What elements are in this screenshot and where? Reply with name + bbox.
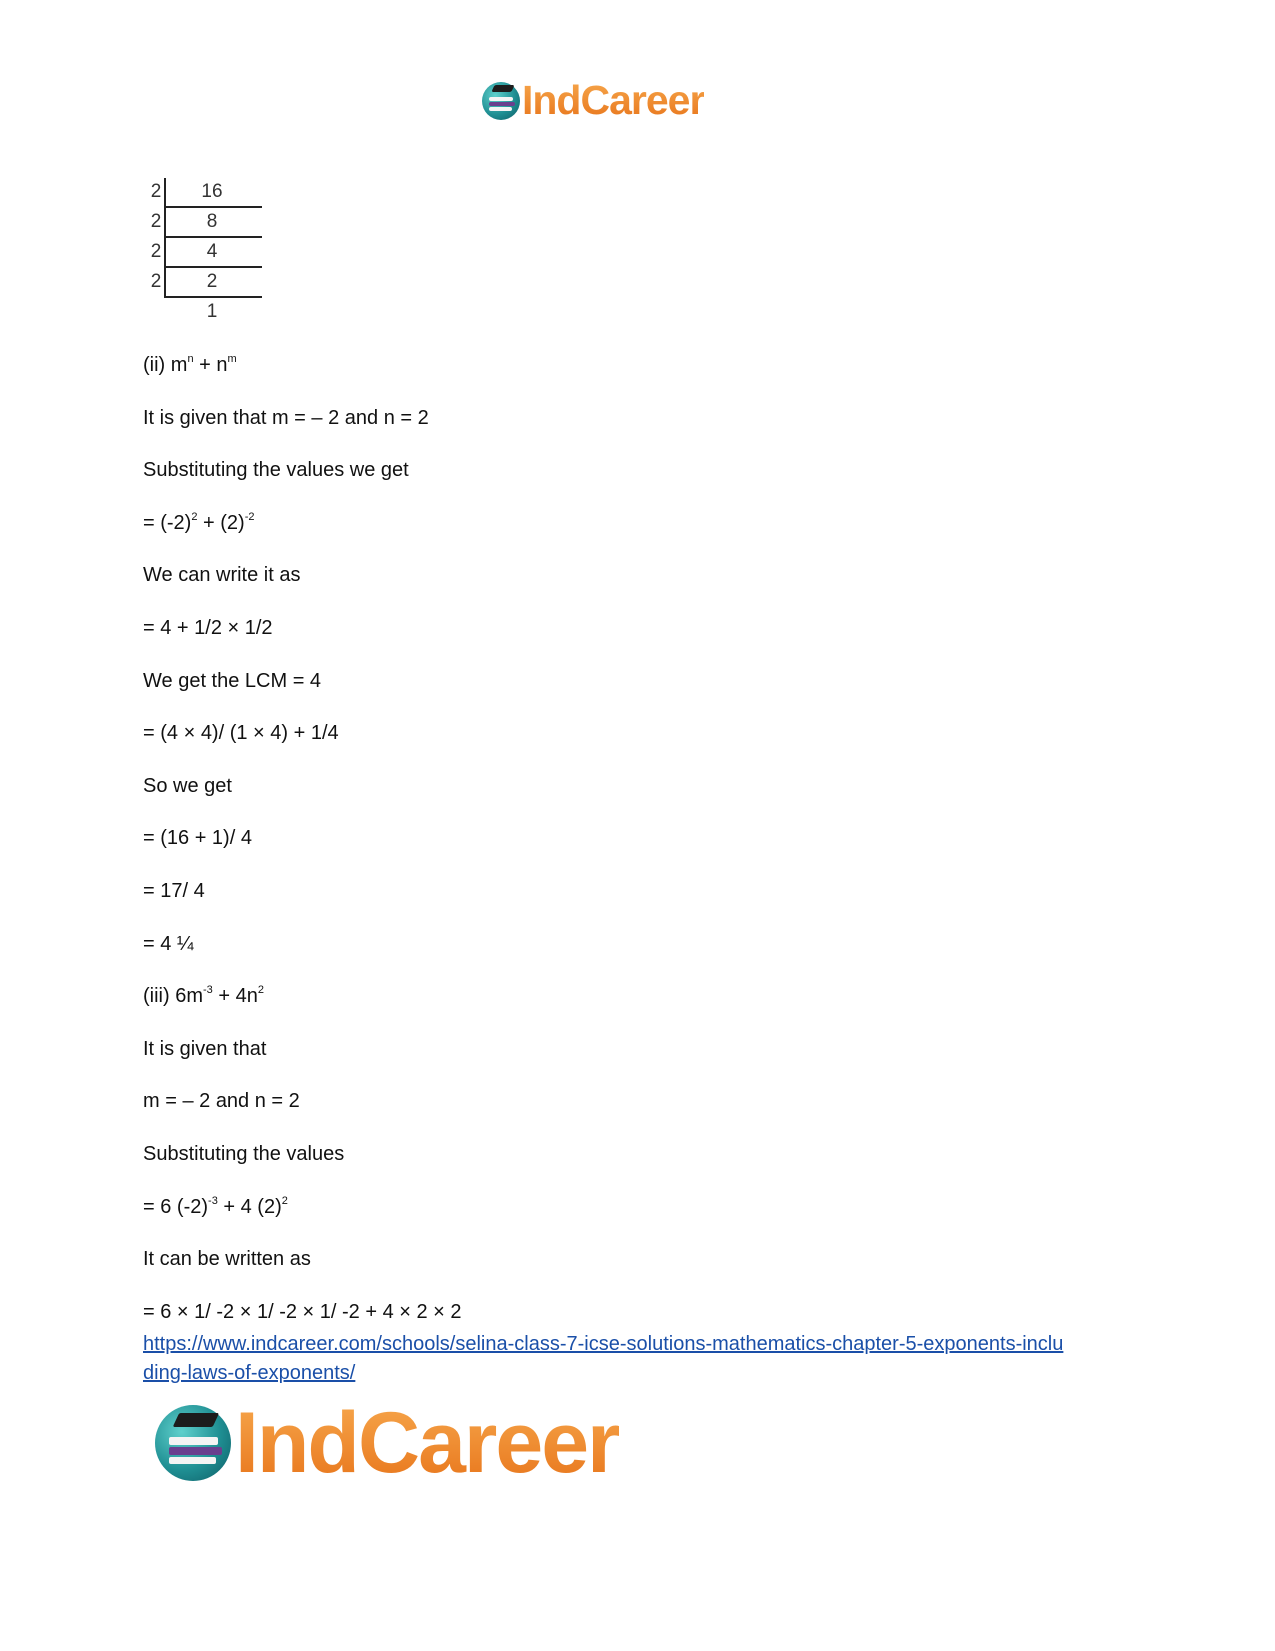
solution-line: = (16 + 1)/ 4 — [143, 827, 252, 850]
solution-line: = $(-2)^2 + (2)^{-2}$ — [143, 510, 255, 534]
solution-line: = 4 ¼ — [143, 932, 194, 955]
solution-line: It is given that — [143, 1037, 267, 1060]
solution-line: We get the LCM = 4 — [143, 669, 322, 692]
division-table — [146, 176, 266, 326]
division-quotient: 16 — [201, 181, 223, 202]
books-globe-icon — [482, 82, 520, 120]
solution-body — [143, 350, 1103, 1349]
solution-line: Substituting the values we get — [143, 459, 409, 482]
division-rule — [164, 206, 262, 208]
division-rule — [164, 236, 262, 238]
solution-line: It can be written as — [143, 1248, 311, 1271]
solution-line: We can write it as — [143, 564, 301, 587]
division-quotient: 8 — [206, 211, 218, 232]
solution-line: (ii) $m^n + n^m$ — [143, 353, 237, 376]
solution-line: = 6 $(-2)^{-3} + 4$ $(2)^2$ — [143, 1194, 288, 1218]
books-globe-icon — [155, 1405, 231, 1481]
division-divisor: 2 — [150, 241, 162, 262]
division-rule — [164, 266, 262, 268]
division-remainder: 1 — [206, 301, 218, 322]
solution-line: = 17/ 4 — [143, 879, 205, 902]
division-quotient: 4 — [206, 241, 218, 262]
brand-wordmark: IndCareer — [235, 1395, 619, 1491]
solution-line: Substituting the values — [143, 1142, 345, 1165]
solution-line: (iii) $6m^{-3} + 4n^2$ — [143, 984, 264, 1008]
division-rule — [164, 296, 262, 298]
solution-line: = (4 × 4)/ (1 × 4) + 1/4 — [143, 722, 339, 745]
division-divisor: 2 — [150, 271, 162, 292]
footer-logo — [155, 1395, 619, 1491]
solution-line: So we get — [143, 774, 232, 797]
solution-line: = 6 × 1/ -2 × 1/ -2 × 1/ -2 + 4 × 2 × 2 — [143, 1300, 462, 1323]
solution-line: It is given that m = – 2 and n = 2 — [143, 406, 429, 429]
solution-line: m = – 2 and n = 2 — [143, 1090, 300, 1113]
header-logo — [482, 77, 705, 123]
brand-wordmark: IndCareer — [522, 77, 705, 123]
division-quotient: 2 — [206, 271, 218, 292]
division-divisor: 2 — [150, 211, 162, 232]
solution-line: = 4 + 1/2 × 1/2 — [143, 616, 273, 639]
source-link[interactable]: https://www.indcareer.com/schools/selina-class-7-icse-solutions-mathematics-chapter-5-exponents-including-laws-of-exponents/ — [143, 1333, 1064, 1384]
division-divisor: 2 — [150, 181, 162, 202]
